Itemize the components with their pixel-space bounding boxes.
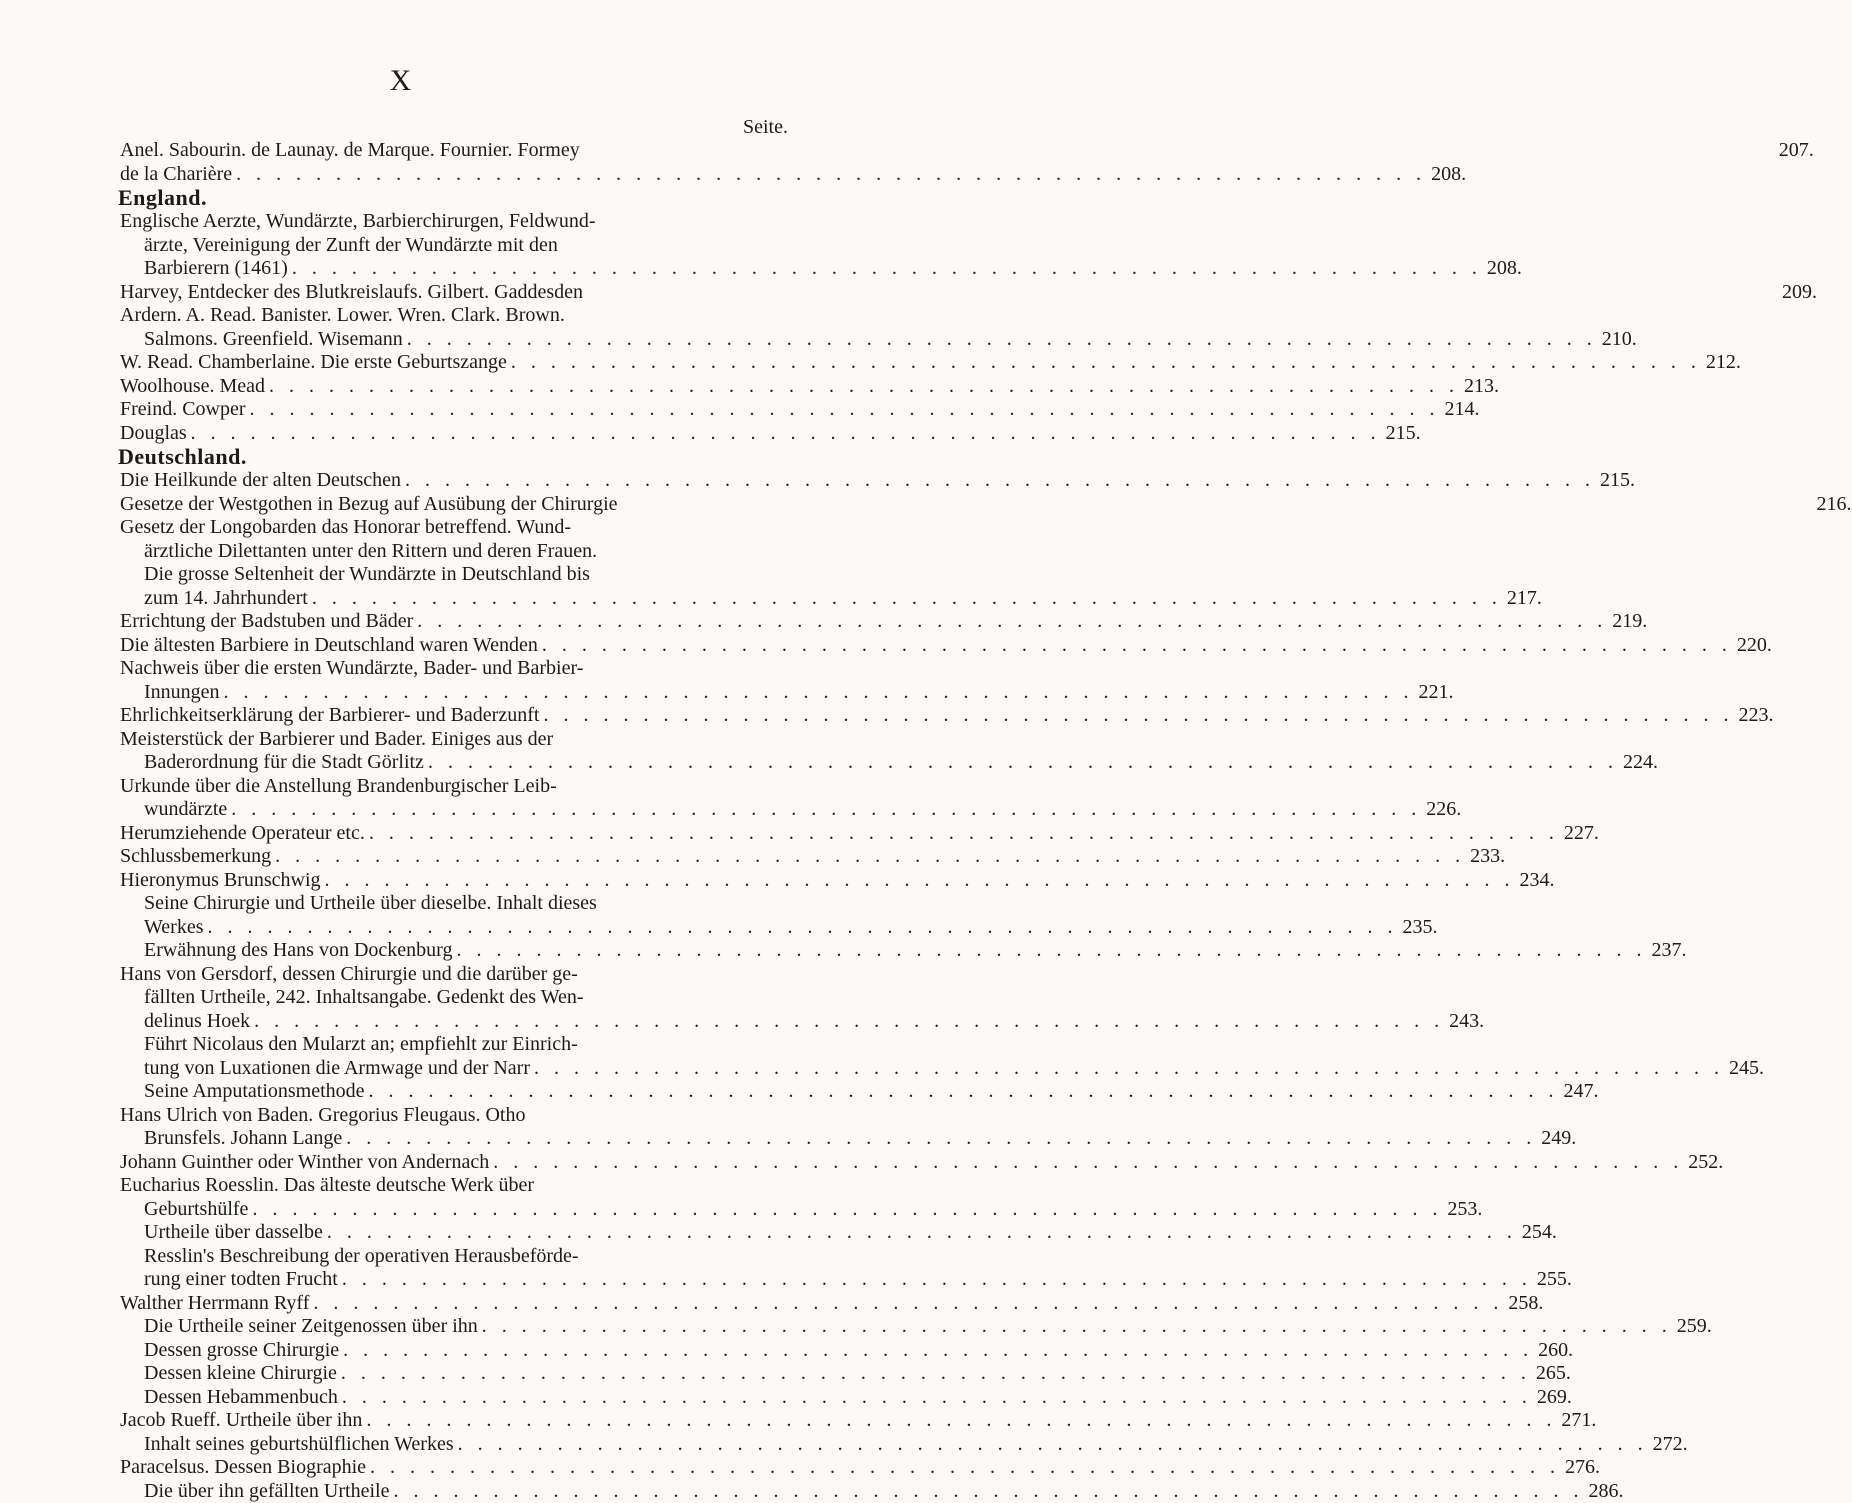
- toc-entry: [120, 1198, 780, 1222]
- toc-entry-text: Nachweis über die ersten Wundärzte, Bader- und Barbier-: [120, 657, 583, 681]
- toc-entry-text: Führt Nicolaus den Mularzt an; empfiehlt zur Einrich-: [144, 1033, 578, 1057]
- toc-entry-page: 226.: [1421, 798, 1461, 822]
- dot-leader: [337, 1362, 1531, 1386]
- dot-leader: [365, 822, 1559, 846]
- toc-entry-text: de la Charière: [120, 163, 232, 187]
- toc-entry: [120, 610, 780, 634]
- toc-entry: [120, 351, 780, 375]
- toc-entry: [120, 1245, 780, 1269]
- dot-leader: [507, 351, 1701, 375]
- toc-entry: [120, 1268, 780, 1292]
- toc-entry-text: Barbierern (1461): [144, 257, 288, 281]
- toc-entry-text: Resslin's Beschreibung der operativen Herausbeförde-: [144, 1245, 579, 1269]
- toc-entry-text: Die Heilkunde der alten Deutschen: [120, 469, 401, 493]
- toc-entry-text: Seine Chirurgie und Urtheile über dieselbe. Inhalt dieses: [144, 892, 597, 916]
- toc-entry-text: Baderordnung für die Stadt Görlitz: [144, 751, 424, 775]
- toc-entry-page: 215.: [1595, 469, 1635, 493]
- toc-entry: [120, 257, 780, 281]
- toc-entry: [120, 1409, 780, 1433]
- toc-entry-text: Woolhouse. Mead: [120, 375, 265, 399]
- toc-entry: [120, 775, 780, 799]
- toc-entry: [120, 1010, 780, 1034]
- dot-leader: [452, 939, 1646, 963]
- toc-entry: [120, 1292, 780, 1316]
- toc-entry: [120, 1033, 780, 1057]
- toc-entry-text: Innungen: [144, 681, 220, 705]
- toc-entry-text: Brunsfels. Johann Lange: [144, 1127, 342, 1151]
- toc-entry: [120, 422, 780, 446]
- table-of-contents: [120, 139, 780, 1503]
- toc-entry-page: 243.: [1444, 1010, 1484, 1034]
- toc-entry: [120, 163, 780, 187]
- toc-entry-text: Ardern. A. Read. Banister. Lower. Wren. Clark. Brown.: [120, 304, 565, 328]
- toc-entry-page: 208.: [1482, 257, 1522, 281]
- toc-entry-page: 207.: [1774, 139, 1814, 163]
- toc-entry: [120, 1456, 780, 1480]
- toc-entry: [120, 751, 780, 775]
- toc-entry-text: Paracelsus. Dessen Biographie: [120, 1456, 366, 1480]
- toc-entry-page: 214.: [1440, 398, 1480, 422]
- toc-entry: [120, 234, 780, 258]
- toc-entry-text: wundärzte: [144, 798, 227, 822]
- book-page: [0, 0, 801, 1401]
- toc-entry: [120, 1057, 780, 1081]
- dot-leader: [323, 1221, 1517, 1245]
- toc-entry-text: Geburtshülfe: [144, 1198, 248, 1222]
- toc-entry-page: 217.: [1502, 587, 1542, 611]
- dot-leader: [309, 1292, 1503, 1316]
- toc-entry: [120, 963, 780, 987]
- toc-entry-page: 245.: [1724, 1057, 1764, 1081]
- toc-entry-page: 269.: [1532, 1386, 1572, 1410]
- page-number: X: [0, 66, 801, 96]
- toc-entry: [120, 939, 780, 963]
- toc-entry-page: 249.: [1536, 1127, 1576, 1151]
- toc-entry: [120, 657, 780, 681]
- dot-leader: [342, 1127, 1536, 1151]
- toc-entry-page: 208.: [1426, 163, 1466, 187]
- toc-entry: [120, 1151, 780, 1175]
- dot-leader: [271, 845, 1465, 869]
- toc-entry-text: Hans Ulrich von Baden. Gregorius Fleugaus. Otho: [120, 1104, 526, 1128]
- toc-entry-text: Walther Herrmann Ryff: [120, 1292, 309, 1316]
- toc-entry-text: Englische Aerzte, Wundärzte, Barbierchirurgen, Feldwund-: [120, 210, 596, 234]
- dot-leader: [365, 1080, 1559, 1104]
- toc-entry-page: 213.: [1459, 375, 1499, 399]
- dot-leader: [362, 1409, 1556, 1433]
- dot-leader: [539, 704, 1733, 728]
- toc-entry-page: 254.: [1517, 1221, 1557, 1245]
- section-heading: Deutschland.: [118, 445, 780, 469]
- toc-entry-text: Die über ihn gefällten Urtheile: [144, 1480, 389, 1503]
- toc-entry-page: 220.: [1732, 634, 1772, 658]
- toc-entry-page: 252.: [1683, 1151, 1723, 1175]
- toc-entry-page: 253.: [1442, 1198, 1482, 1222]
- dot-leader: [530, 1057, 1724, 1081]
- dot-leader: [454, 1433, 1648, 1457]
- toc-entry: [120, 516, 780, 540]
- toc-entry: [120, 798, 780, 822]
- toc-entry: [120, 493, 780, 517]
- toc-entry: [120, 1127, 780, 1151]
- toc-entry-text: Douglas: [120, 422, 187, 446]
- dot-leader: [265, 375, 1459, 399]
- toc-entry-text: Urkunde über die Anstellung Brandenburgischer Leib-: [120, 775, 557, 799]
- toc-entry: [120, 540, 780, 564]
- toc-entry-page: 219.: [1607, 610, 1647, 634]
- dot-leader: [478, 1315, 1672, 1339]
- toc-entry-page: 271.: [1556, 1409, 1596, 1433]
- toc-entry-text: Werkes: [144, 916, 203, 940]
- toc-entry-text: Dessen grosse Chirurgie: [144, 1339, 339, 1363]
- toc-entry: [120, 587, 780, 611]
- toc-entry: [120, 869, 780, 893]
- toc-entry-page: 234.: [1515, 869, 1555, 893]
- toc-entry: [120, 1080, 780, 1104]
- toc-entry-page: 209.: [1777, 281, 1817, 305]
- toc-entry-text: Die Urtheile seiner Zeitgenossen über ihn: [144, 1315, 478, 1339]
- dot-leader: [220, 681, 1414, 705]
- toc-entry-text: Hieronymus Brunschwig: [120, 869, 321, 893]
- toc-entry: [120, 1386, 780, 1410]
- dot-leader: [250, 1010, 1444, 1034]
- toc-entry-text: Jacob Rueff. Urtheile über ihn: [120, 1409, 362, 1433]
- toc-entry-page: 215.: [1381, 422, 1421, 446]
- toc-entry: [120, 822, 780, 846]
- toc-entry-page: 286.: [1583, 1480, 1623, 1503]
- dot-leader: [339, 1339, 1533, 1363]
- toc-entry: [120, 1315, 780, 1339]
- toc-entry-text: Die ältesten Barbiere in Deutschland waren Wenden: [120, 634, 538, 658]
- toc-entry-text: Anel. Sabourin. de Launay. de Marque. Fournier. Formey: [120, 139, 580, 163]
- toc-entry-page: 227.: [1559, 822, 1599, 846]
- toc-entry-page: 224.: [1618, 751, 1658, 775]
- toc-entry-text: Hans von Gersdorf, dessen Chirurgie und die darüber ge-: [120, 963, 578, 987]
- toc-entry-text: ärzte, Vereinigung der Zunft der Wundärzte mit den: [144, 234, 558, 258]
- toc-entry-page: 221.: [1414, 681, 1454, 705]
- toc-entry-text: Seine Amputationsmethode: [144, 1080, 365, 1104]
- dot-leader: [413, 610, 1607, 634]
- dot-leader: [288, 257, 1482, 281]
- dot-leader: [232, 163, 1426, 187]
- dot-leader: [401, 469, 1595, 493]
- dot-leader: [321, 869, 1515, 893]
- toc-entry-text: fällten Urtheile, 242. Inhaltsangabe. Gedenkt des Wen-: [144, 986, 584, 1010]
- toc-entry-text: zum 14. Jahrhundert: [144, 587, 308, 611]
- toc-entry-page: 259.: [1672, 1315, 1712, 1339]
- toc-entry-text: delinus Hoek: [144, 1010, 250, 1034]
- toc-entry: [120, 210, 780, 234]
- toc-entry-page: 258.: [1503, 1292, 1543, 1316]
- toc-entry: [120, 1174, 780, 1198]
- toc-entry-text: Salmons. Greenfield. Wisemann: [144, 328, 403, 352]
- dot-leader: [227, 798, 1421, 822]
- toc-entry-text: Gesetz der Longobarden das Honorar betreffend. Wund-: [120, 516, 571, 540]
- toc-entry-page: 216.: [1812, 493, 1852, 517]
- toc-entry: [120, 892, 780, 916]
- toc-entry-text: Die grosse Seltenheit der Wundärzte in Deutschland bis: [144, 563, 590, 587]
- toc-entry: [120, 1433, 780, 1457]
- dot-leader: [338, 1386, 1532, 1410]
- toc-entry: [120, 1339, 780, 1363]
- toc-entry-page: 265.: [1531, 1362, 1571, 1386]
- toc-entry-text: Eucharius Roesslin. Das älteste deutsche Werk über: [120, 1174, 534, 1198]
- toc-entry-text: rung einer todten Frucht: [144, 1268, 338, 1292]
- toc-entry: [120, 469, 780, 493]
- toc-entry-text: Urtheile über dasselbe: [144, 1221, 323, 1245]
- toc-entry-page: 212.: [1701, 351, 1741, 375]
- toc-entry: [120, 563, 780, 587]
- toc-entry-text: Dessen Hebammenbuch: [144, 1386, 338, 1410]
- toc-entry: [120, 139, 780, 163]
- dot-leader: [248, 1198, 1442, 1222]
- toc-entry-text: Meisterstück der Barbierer und Bader. Einiges aus der: [120, 728, 553, 752]
- toc-entry-page: 210.: [1597, 328, 1637, 352]
- section-heading: England.: [118, 186, 780, 210]
- toc-entry-text: Errichtung der Badstuben und Bäder: [120, 610, 413, 634]
- toc-entry: [120, 986, 780, 1010]
- dot-leader: [489, 1151, 1683, 1175]
- toc-entry-text: Herumziehende Operateur etc.: [120, 822, 365, 846]
- toc-entry: [120, 681, 780, 705]
- dot-leader: [246, 398, 1440, 422]
- toc-entry-text: Erwähnung des Hans von Dockenburg: [144, 939, 452, 963]
- toc-entry-page: 223.: [1733, 704, 1773, 728]
- toc-entry-text: Schlussbemerkung: [120, 845, 271, 869]
- toc-entry: [120, 916, 780, 940]
- toc-entry-text: Gesetze der Westgothen in Bezug auf Ausübung der Chirurgie: [120, 493, 618, 517]
- toc-entry-text: Inhalt seines geburtshülflichen Werkes: [144, 1433, 454, 1457]
- toc-entry-text: tung von Luxationen die Armwage und der Narr: [144, 1057, 530, 1081]
- toc-entry-text: Dessen kleine Chirurgie: [144, 1362, 337, 1386]
- toc-entry: [120, 1480, 780, 1503]
- toc-entry-page: 237.: [1646, 939, 1686, 963]
- toc-entry-text: Freind. Cowper: [120, 398, 246, 422]
- page-column-header: Seite.: [743, 115, 788, 139]
- toc-entry: [120, 845, 780, 869]
- dot-leader: [308, 587, 1502, 611]
- toc-entry-page: 272.: [1648, 1433, 1688, 1457]
- dot-leader: [424, 751, 1618, 775]
- dot-leader: [338, 1268, 1532, 1292]
- dot-leader: [389, 1480, 1583, 1503]
- toc-entry-page: 233.: [1465, 845, 1505, 869]
- toc-entry: [120, 328, 780, 352]
- toc-entry: [120, 375, 780, 399]
- toc-entry-page: 276.: [1560, 1456, 1600, 1480]
- toc-entry: [120, 704, 780, 728]
- toc-entry: [120, 398, 780, 422]
- toc-entry-text: W. Read. Chamberlaine. Die erste Geburtszange: [120, 351, 507, 375]
- dot-leader: [403, 328, 1597, 352]
- toc-entry: [120, 281, 780, 305]
- dot-leader: [187, 422, 1381, 446]
- dot-leader: [203, 916, 1397, 940]
- toc-entry-page: 260.: [1533, 1339, 1573, 1363]
- toc-entry-page: 235.: [1397, 916, 1437, 940]
- toc-entry: [120, 634, 780, 658]
- toc-entry-text: Harvey, Entdecker des Blutkreislaufs. Gilbert. Gaddesden: [120, 281, 583, 305]
- toc-entry-page: 255.: [1532, 1268, 1572, 1292]
- toc-entry-page: 247.: [1559, 1080, 1599, 1104]
- toc-entry: [120, 304, 780, 328]
- toc-entry: [120, 1104, 780, 1128]
- toc-entry: [120, 1362, 780, 1386]
- dot-leader: [538, 634, 1732, 658]
- toc-entry: [120, 1221, 780, 1245]
- toc-entry-text: ärztliche Dilettanten unter den Rittern und deren Frauen.: [144, 540, 597, 564]
- dot-leader: [366, 1456, 1560, 1480]
- toc-entry: [120, 728, 780, 752]
- toc-entry-text: Johann Guinther oder Winther von Andernach: [120, 1151, 489, 1175]
- toc-entry-text: Ehrlichkeitserklärung der Barbierer- und Baderzunft: [120, 704, 539, 728]
